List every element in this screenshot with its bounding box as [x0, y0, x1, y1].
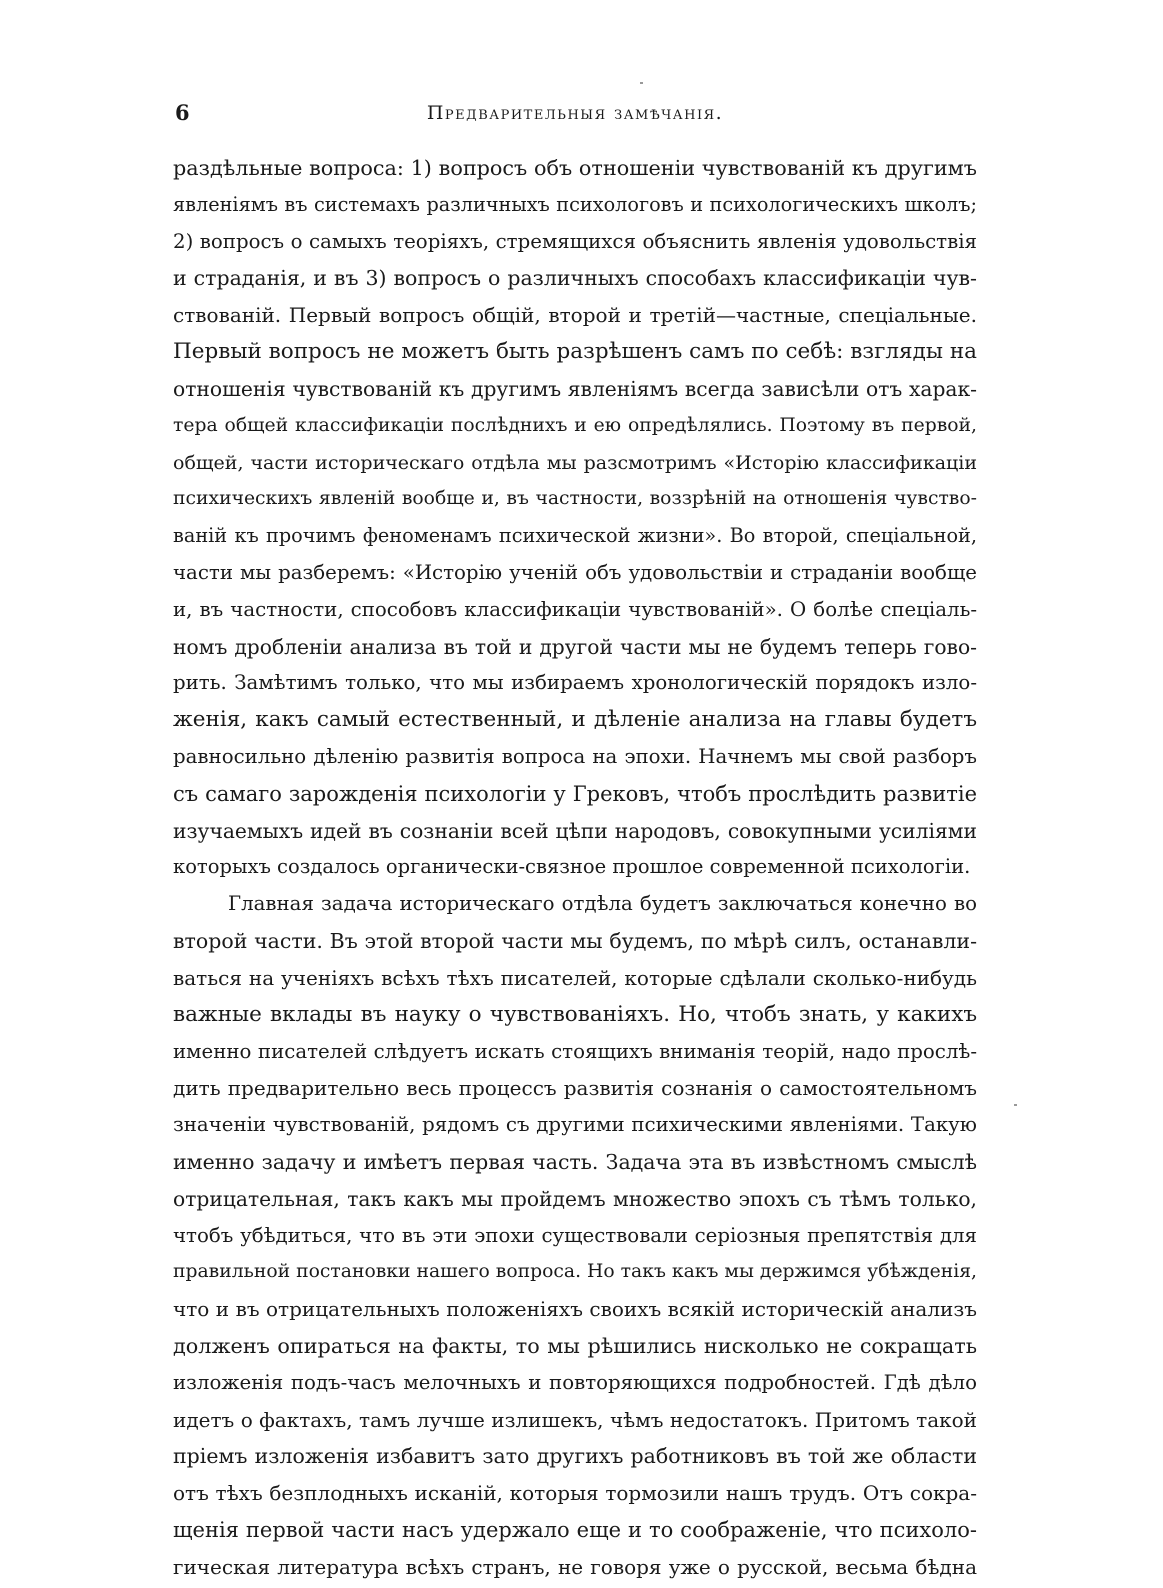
- text-line: ствованій. Первый вопросъ общій, второй и третій—частные, спеціальные.: [173, 303, 977, 328]
- text-line: щенія первой части насъ удержало еще и то соображеніе, что психоло-: [173, 1518, 977, 1543]
- text-line: отношенія чувствованій къ другимъ явленіямъ всегда зависѣли отъ харак-: [173, 376, 977, 401]
- text-line: общей, части историческаго отдѣла мы разсмотримъ «Исторію классификаціи: [173, 451, 977, 474]
- text-line: рить. Замѣтимъ только, что мы избираемъ хронологическій порядокъ изло-: [173, 671, 977, 695]
- text-line: изучаемыхъ идей въ сознаніи всей цѣпи народовъ, совокупными усиліями: [173, 818, 977, 843]
- text-line: раздѣльные вопроса: 1) вопросъ объ отношеніи чувствованій къ другимъ: [173, 156, 977, 180]
- text-line: тера общей классификаціи послѣднихъ и ею опредѣлялись. Поэтому въ первой,: [173, 414, 977, 436]
- text-line: явленіямъ въ системахъ различныхъ психологовъ и психологическихъ школъ;: [173, 192, 977, 216]
- text-line: ваться на ученіяхъ всѣхъ тѣхъ писателей, которые сдѣлали сколько-нибудь: [173, 965, 977, 990]
- scan-speck: [640, 82, 643, 84]
- text-line: отрицательная, такъ какъ мы пройдемъ множество эпохъ съ тѣмъ только,: [173, 1186, 977, 1211]
- text-line: чтобъ убѣдиться, что въ эти эпохи существовали серіозныя препятствія для: [173, 1223, 977, 1247]
- text-line: именно задачу и имѣетъ первая часть. Задача эта въ извѣстномъ смыслѣ: [173, 1149, 977, 1174]
- text-line: ваній къ прочимъ феноменамъ психической жизни». Во второй, спеціальной,: [173, 524, 977, 548]
- scan-speck: [1014, 1104, 1017, 1106]
- body-text: [173, 150, 977, 1586]
- text-line: и страданія, и въ 3) вопросъ о различныхъ способахъ классификаціи чув-: [173, 266, 977, 291]
- text-line: номъ дробленіи анализа въ той и другой части мы не будемъ теперь гово-: [173, 634, 977, 659]
- text-line: равносильно дѣленію развитія вопроса на эпохи. Начнемъ мы свой разборъ: [173, 745, 977, 768]
- page-number: 6: [175, 100, 191, 125]
- text-line: Главная задача историческаго отдѣла будетъ заключаться конечно во: [228, 892, 977, 916]
- text-line: Первый вопросъ не можетъ быть разрѣшенъ самъ по себѣ: взгляды на: [173, 339, 977, 365]
- running-title: Предварительныя замѣчанія.: [426, 102, 724, 124]
- text-line: которыхъ создалось органически-связное прошлое современной психологіи.: [173, 855, 971, 879]
- text-line: значеніи чувствованій, рядомъ съ другими психическими явленіями. Такую: [173, 1113, 977, 1137]
- text-line: гическая литература всѣхъ странъ, не говоря уже о русской, весьма бѣдна: [173, 1554, 977, 1579]
- text-line: съ самаго зарожденія психологіи у Грековъ, чтобъ прослѣдить развитіе: [173, 781, 977, 806]
- text-line: долженъ опираться на факты, то мы рѣшились нисколько не сокращать: [173, 1334, 977, 1358]
- page-header: [175, 100, 975, 136]
- text-line: и, въ частности, способовъ классификаціи чувствованій». О болѣе спеціаль-: [173, 597, 977, 621]
- text-line: части мы разберемъ: «Исторію ученій объ удовольствіи и страданіи вообще: [173, 560, 977, 584]
- text-line: важные вклады въ науку о чувствованіяхъ. Но, чтобъ знать, у какихъ: [173, 1001, 977, 1027]
- text-line: идетъ о фактахъ, тамъ лучше излишекъ, чѣмъ недостатокъ. Притомъ такой: [173, 1407, 977, 1432]
- text-line: изложенія подъ-часъ мелочныхъ и повторяющихся подробностей. Гдѣ дѣло: [173, 1370, 977, 1394]
- text-line: именно писателей слѣдуетъ искать стоящихъ вниманія теорій, надо прослѣ-: [173, 1039, 977, 1063]
- text-line: 2) вопросъ о самыхъ теоріяхъ, стремящихся объяснить явленія удовольствія: [173, 229, 977, 253]
- text-line: пріемъ изложенія избавитъ зато другихъ работниковъ въ той же области: [173, 1444, 977, 1469]
- text-line: женія, какъ самый естественный, и дѣленіе анализа на главы будетъ: [173, 707, 977, 733]
- text-line: что и въ отрицательныхъ положеніяхъ своихъ всякій историческій анализъ: [173, 1297, 977, 1322]
- text-line: второй части. Въ этой второй части мы будемъ, по мѣрѣ силъ, останавли-: [173, 929, 977, 954]
- text-line: дить предварительно весь процессъ развитія сознанія о самостоятельномъ: [173, 1076, 977, 1101]
- text-line: правильной постановки нашего вопроса. Но такъ какъ мы держимся убѣжденія,: [173, 1261, 977, 1283]
- text-line: отъ тѣхъ безплодныхъ исканій, которыя тормозили нашъ трудъ. Отъ сокра-: [173, 1481, 977, 1506]
- text-line: психическихъ явленій вообще и, въ частности, воззрѣній на отношенія чувство-: [173, 488, 977, 510]
